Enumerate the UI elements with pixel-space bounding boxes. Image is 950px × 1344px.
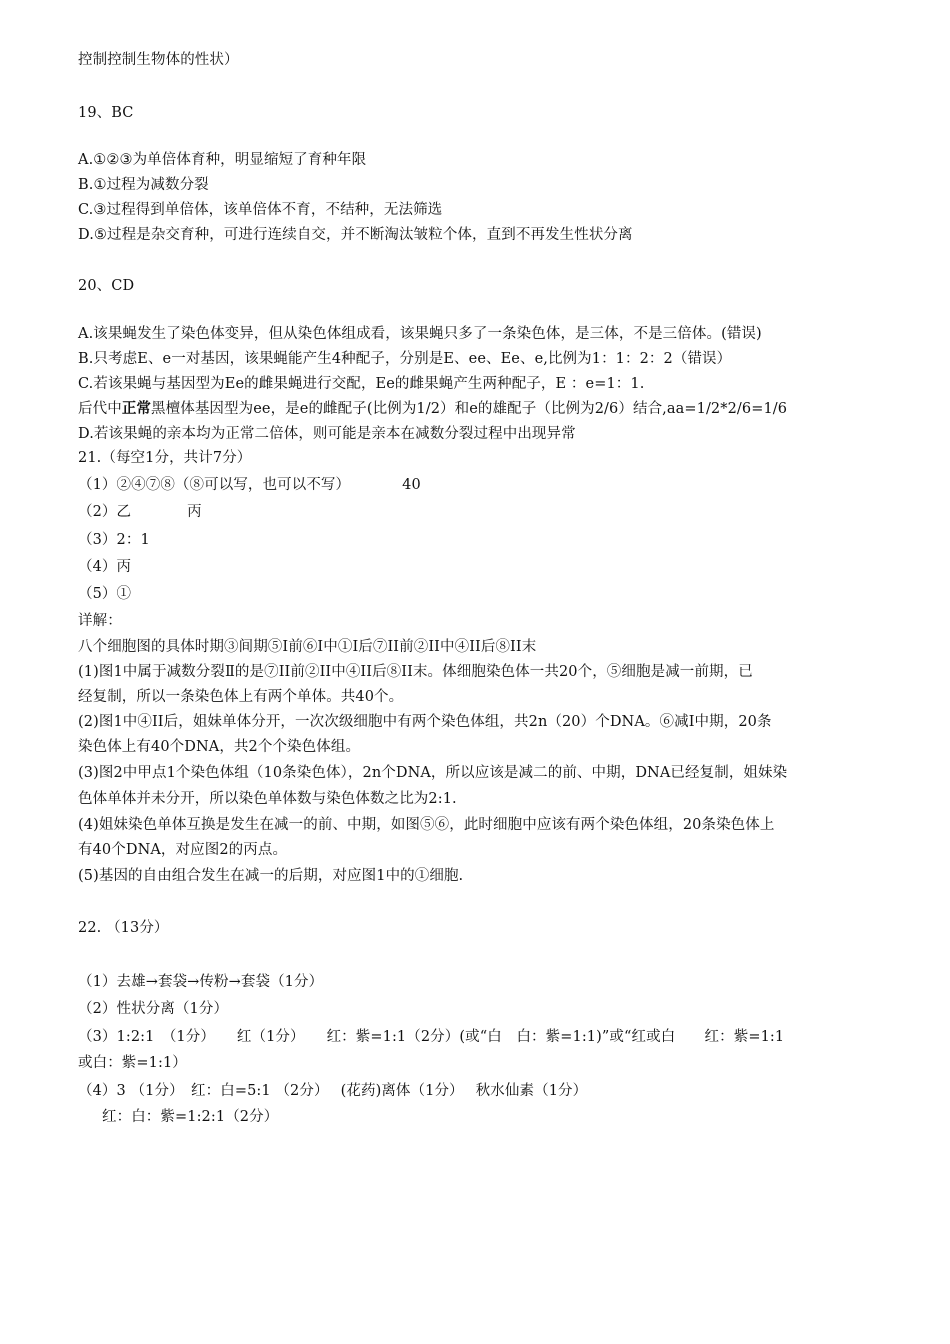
intro-line: 控制控制生物体的性状） bbox=[78, 52, 239, 68]
q21-answer-3: （3）2：1 bbox=[78, 532, 150, 548]
q19-option-d: D.⑤过程是杂交育种，可进行连续自交，并不断淘汰皱粒个体，直到不再发生性状分离 bbox=[78, 227, 633, 243]
q21-detail-line: 色体单体并未分开，所以染色单体数与染色体数之比为2:1. bbox=[78, 791, 457, 807]
q21-answer-4: （4）丙 bbox=[78, 559, 132, 575]
q19-option-c: C.③过程得到单倍体，该单倍体不育，不结种，无法筛选 bbox=[78, 202, 443, 218]
q21-answer-2 bbox=[78, 502, 202, 522]
q21-answer-2-extra: 丙 bbox=[187, 504, 202, 520]
q21-detail-line: (3)图2中甲点1个染色体组（10条染色体），2n个DNA，所以应该是减二的前、中期，DNA已经复制，姐妹染 bbox=[78, 765, 788, 781]
q21-detail-line: 经复制，所以一条染色体上有两个单体。共40个。 bbox=[78, 689, 404, 705]
q22-answer-2: （2）性状分离（1分） bbox=[78, 1001, 229, 1017]
q21-detail-label: 详解： bbox=[78, 613, 122, 629]
q21-detail-line: 八个细胞图的具体时期③间期⑤I前⑥I中①I后⑦II前②II中④II后⑧II末 bbox=[78, 639, 537, 655]
q20-option-c: C.若该果蝇与基因型为Ee的雌果蝇进行交配，Ee的雌果蝇产生两种配子，E ：e=1：1. bbox=[78, 376, 645, 392]
q21-detail-line: 有40个DNA，对应图2的丙点。 bbox=[78, 842, 288, 858]
q20-option-a: A.该果蝇发生了染色体变异，但从染色体组成看，该果蝇只多了一条染色体，是三体，不是三倍体。(错误) bbox=[78, 326, 762, 342]
q22-answer-1: （1）去雄→套袋→传粉→套袋（1分） bbox=[78, 974, 324, 990]
q20-option-b: B.只考虑E、e一对基因，该果蝇能产生4种配子，分别是E、ee、Ee、e,比例为1：1：2：2（错误） bbox=[78, 351, 732, 367]
q21-detail-line: (1)图1中属于减数分裂Ⅱ的是⑦II前②II中④II后⑧II末。体细胞染色体一共20个，⑤细胞是减一前期，已 bbox=[78, 664, 753, 680]
q21-detail-line: (5)基因的自由组合发生在减一的后期，对应图1中的①细胞. bbox=[78, 868, 464, 884]
q20-explanation-post: 黑檀体基因型为ee，是e的雌配子(比例为1/2）和e的雄配子（比例为2/6）结合,aa=1/2*2/6=1/6 bbox=[151, 401, 788, 417]
q20-heading: 20、CD bbox=[78, 278, 135, 294]
q19-option-a: A.①②③为单倍体育种，明显缩短了育种年限 bbox=[78, 152, 367, 168]
q21-answer-1-extra: 40 bbox=[402, 477, 421, 493]
q21-heading: 21.（每空1分，共计7分） bbox=[78, 450, 252, 466]
q21-answer-2-text: （2）乙 bbox=[78, 504, 132, 520]
q20-explanation-pre: 后代中 bbox=[78, 401, 122, 417]
q19-heading: 19、BC bbox=[78, 105, 134, 121]
q22-answer-4-line-2: 红：白：紫=1:2:1（2分） bbox=[102, 1109, 279, 1125]
q22-answer-3-line-1: （3）1:2:1 （1分） 红（1分） 红：紫=1:1（2分）(或“白 白：紫=1:1)”或“红或白 红：紫=1:1 bbox=[78, 1029, 785, 1045]
q19-option-b: B.①过程为减数分裂 bbox=[78, 177, 209, 193]
q22-heading: 22. （13分） bbox=[78, 920, 169, 936]
q20-explanation-bold: 正常 bbox=[121, 400, 152, 417]
q20-option-d: D.若该果蝇的亲本均为正常二倍体，则可能是亲本在减数分裂过程中出现异常 bbox=[78, 426, 576, 442]
q21-answer-1-text: （1）②④⑦⑧（⑧可以写，也可以不写） bbox=[78, 477, 351, 493]
q20-explanation-line bbox=[78, 399, 787, 419]
q21-detail-line: (4)姐妹染色单体互换是发生在减一的前、中期，如图⑤⑥，此时细胞中应该有两个染色体组，20条染色体上 bbox=[78, 817, 775, 833]
q21-answer-5: （5）① bbox=[78, 586, 132, 602]
q22-answer-4-line-1: （4）3 （1分） 红：白=5:1 （2分） (花药)离体（1分） 秋水仙素（1分） bbox=[78, 1083, 588, 1099]
q21-answer-1 bbox=[78, 475, 421, 495]
q21-detail-line: (2)图1中④II后，姐妹单体分开，一次次级细胞中有两个染色体组，共2n（20）个DNA。⑥减I中期，20条 bbox=[78, 714, 772, 730]
q22-answer-3-line-2: 或白：紫=1:1） bbox=[78, 1055, 187, 1071]
q21-detail-line: 染色体上有40个DNA，共2个个染色体组。 bbox=[78, 739, 361, 755]
